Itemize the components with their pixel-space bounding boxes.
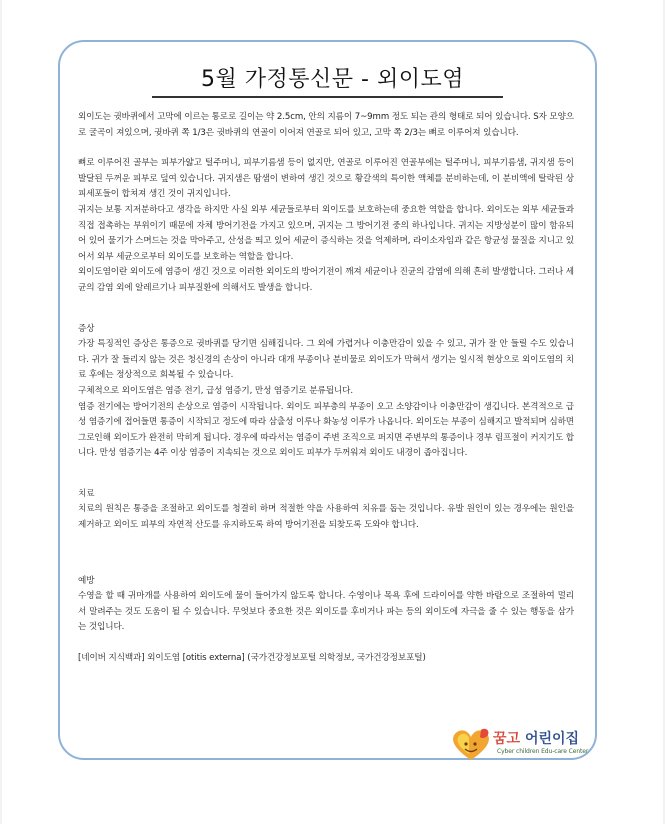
intro-paragraph: 외이도염이란 외이도에 염증이 생긴 것으로 이러한 외이도의 방어기전이 깨져 세균이나 진균의 감염에 의해 흔히 발생합니다. 그러나 세균의 감염 외에 알레르기나 피부질환에 의해서도 발생을 합니다.	[78, 267, 574, 293]
prevention-paragraph: 수영을 할 때 귀마개를 사용하여 외이도에 물이 들어가지 않도록 합니다. 수영이나 목욕 후에 드라이어를 약한 바람으로 조절하여 멀리서 말려주는 것도 도움이 될 수 있습니다. 무엇보다 중요한 것은 외이도를 후비거나 파는 등의 외이도에 자극을 줄 수 있는 행동을 삼가는 것입니다.	[78, 591, 574, 633]
newsletter-body	[78, 110, 574, 667]
intro-paragraph: 뼈로 이루어진 골부는 피부가얇고 털주머니, 피부기름샘 등이 없지만, 연골로 이루어진 연골부에는 털주머니, 피부기름샘, 귀지샘 등이 발달된 두꺼운 피부로 덮여 있습니다. 귀지샘은 땀샘이 변하여 생긴 것으로 황갈색의 특이한 액체를 분비하는데, 이 분비액에 탈락된 상피세포들이 합쳐져 생긴 것이 귀지입니다.	[78, 158, 574, 200]
daycare-logo	[447, 724, 607, 764]
treatment-paragraph: 치료의 원칙은 통증을 조절하고 외이도를 청결히 하며 적절한 약을 사용하여 치유를 돕는 것입니다. 유발 원인이 있는 경우에는 원인을 제거하고 외이도 피부의 자연적 산도를 유지하도록 하여 방어기전을 되찾도록 도와야 합니다.	[78, 504, 574, 531]
logo-subtitle: Cyber children Edu-care Center	[497, 748, 589, 755]
logo-title-part1: 꿈고	[493, 731, 521, 747]
symptoms-paragraph: 염증 전기에는 방어기전의 손상으로 염증이 시작됩니다. 외이도 피부층의 부종이 오고 소양감이나 이충만감이 생깁니다. 본격적으로 급성 염증기에 접어들면 통증이 시작되고 정도에 따라 삼출성 이루나 화농성 이루가 나옵니다. 외이도는 부종이 심해지고 발적되며 심하면 그로인해 외이도가 완전히 막히게 됩니다. 경우에 따라서는 염증이 주변 조직으로 퍼지면 주변부의 통증이나 경부 림프절이 커지기도 합니다. 만성 염증기는 4주 이상 염증이 지속되는 것으로 외이도 피부가 두꺼워져 외이도 내경이 좁아집니다.	[78, 401, 574, 459]
symptoms-paragraph: 가장 특징적인 증상은 통증으로 귓바퀴를 당기면 심해집니다. 그 외에 가렵거나 이충만감이 있을 수 있고, 귀가 잘 안 들릴 수도 있습니다. 귀가 잘 들리지 않는 것은 청신경의 손상이 아니라 대개 부종이나 분비물로 외이도가 막혀서 생기는 일시적 현상으로 외이도염의 치료 후에는 정상적으로 회복될 수 있습니다.	[78, 339, 574, 381]
treatment-heading: 치료	[78, 488, 95, 499]
prevention-heading: 예방	[78, 575, 95, 586]
symptoms-paragraph: 구체적으로 외이도염은 염증 전기, 급성 염증기, 만성 염증기로 분류됩니다.	[78, 385, 353, 396]
document-page	[2, 0, 663, 824]
logo-title-part2: 어린이집	[524, 731, 580, 747]
intro-paragraph: 귀지는 보통 지저분하다고 생각을 하지만 사실 외부 세균들로부터 외이도를 보호하는데 중요한 역할을 합니다. 외이도는 외부 세균들과 직접 접촉하는 부위이기 때문에 자체 방어기전을 가지고 있으며, 귀지는 그 방어기전 중의 하나입니다. 귀지는 지방성분이 많이 함유되어 있어 물기가 스며드는 것을 막아주고, 산성을 띄고 있어 세균이 증식하는 것을 억제하며, 라이소자임과 같은 항균성 물질을 지니고 있어서 외부 세균으로부터 외이도를 보호하는 역할을 합니다.	[78, 204, 574, 262]
intro-paragraph: 외이도는 귓바퀴에서 고막에 이르는 통로로 길이는 약 2.5cm, 안의 지름이 7~9mm 정도 되는 관의 형태로 되어 있습니다. S자 모양으로 굴곡이 져있으며, 귓바퀴 쪽 1/3은 귓바퀴의 연골이 이어져 연골로 되어 있고, 고막 쪽 2/3는 뼈로 이루어져 있습니다.	[78, 112, 574, 138]
logo-title	[493, 728, 579, 748]
title-underline	[152, 96, 503, 98]
heart-logo-icon	[447, 724, 495, 764]
source-citation: [네이버 지식백과] 외이도염 [otitis externa] (국가건강정보포털 의학정보, 국가건강정보포털)	[78, 653, 426, 664]
symptoms-heading: 증상	[78, 323, 95, 334]
page-title: 5월 가정통신문 - 외이도염	[201, 67, 464, 92]
